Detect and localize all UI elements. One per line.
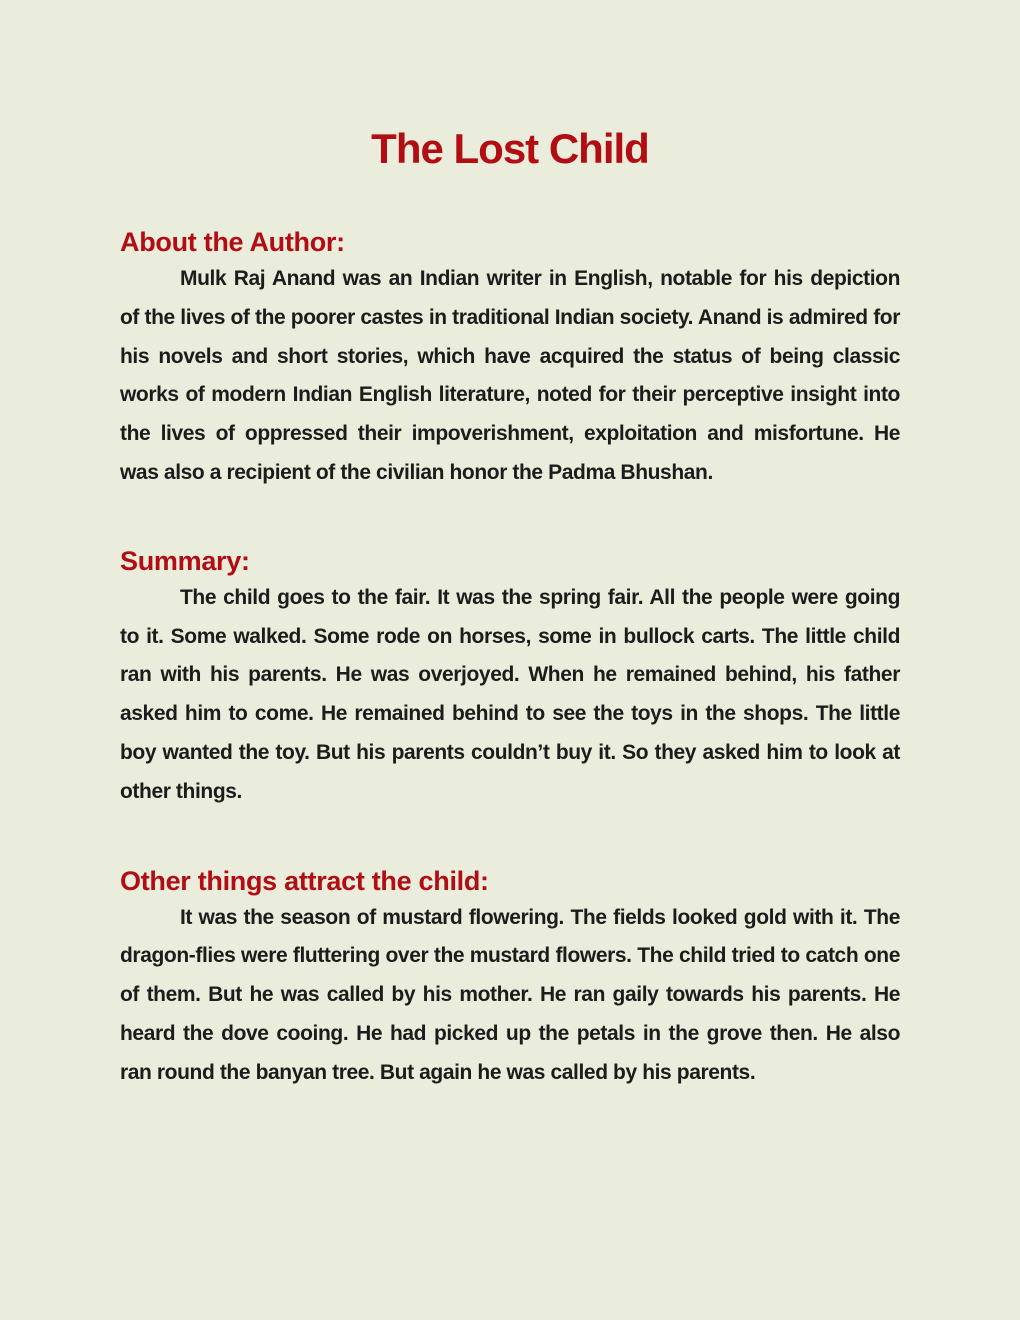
page-title: The Lost Child <box>371 125 649 172</box>
section-heading: Summary: <box>120 545 250 576</box>
section-other-things <box>120 863 900 1093</box>
section-body: It was the season of mustard flowering. The fields looked gold with it. The dragon-flies were fluttering over the mustard flowers. The child tried to catch one of them. But he was called by his mother. He ran gaily towards his parents. He heard the dove cooing. He had picked up the petals in the grove then. He also ran round the banyan tree. But again he was called by his parents. <box>120 905 900 1084</box>
section-heading: About the Author: <box>120 227 345 257</box>
section-summary <box>120 543 900 812</box>
section-body: Mulk Raj Anand was an Indian writer in English, notable for his depiction of the lives of the poorer castes in traditional Indian society. Anand is admired for his novels and short stories, which have acquired the status of being classic works of modern Indian English literature, noted for their perceptive insight into the lives of oppressed their impoverishment, exploitation and misfortune. He was also a recipient of the civilian honor the Padma Bhushan. <box>120 267 900 484</box>
section-body: The child goes to the fair. It was the spring fair. All the people were going to it. Some walked. Some rode on horses, some in bullock carts. The little child ran with his parents. He was overjoyed. When he remained behind, his father asked him to come. He remained behind to see the toys in the shops. The little boy wanted the toy. But his parents couldn’t buy it. So they asked him to look at other things. <box>120 585 900 803</box>
section-heading: Other things attract the child: <box>120 865 489 896</box>
section-about-author <box>120 224 900 493</box>
